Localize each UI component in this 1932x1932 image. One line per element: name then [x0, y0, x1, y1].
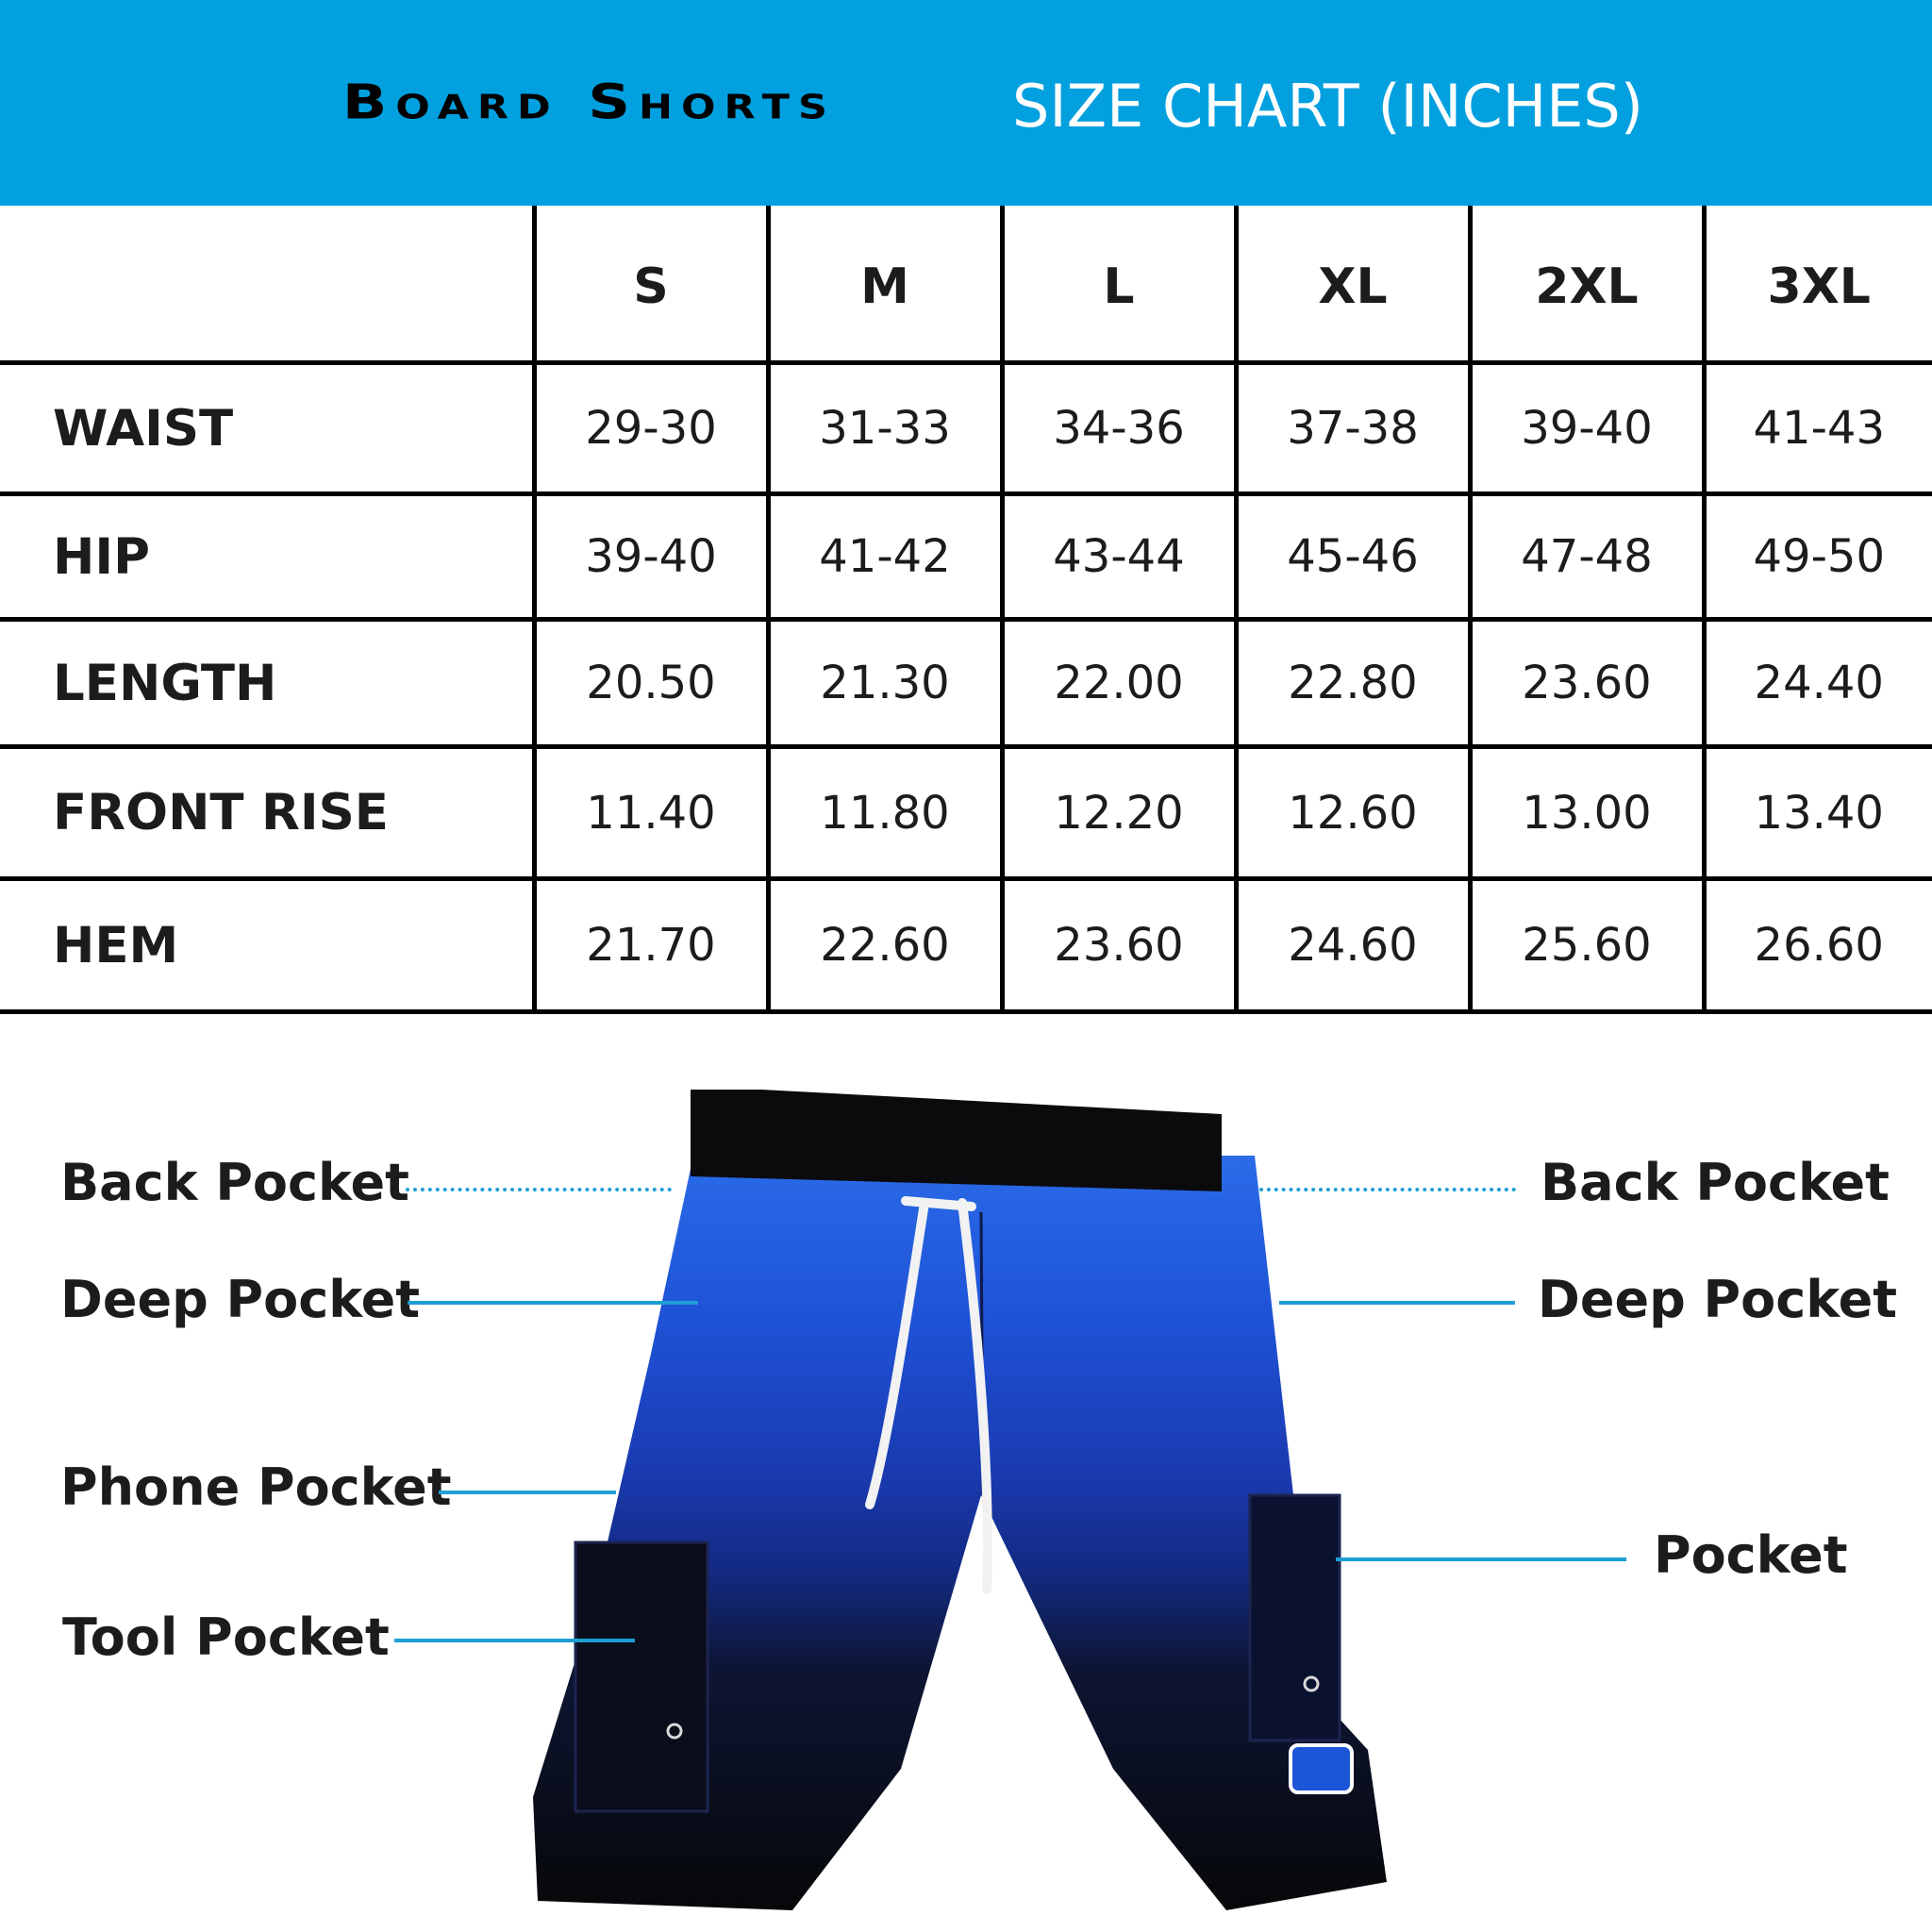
table-cell: 21.70 — [534, 879, 768, 1012]
row-label: HEM — [0, 879, 534, 1012]
size-header: 3XL — [1704, 206, 1932, 363]
corner-cell — [0, 206, 534, 363]
table-row — [0, 494, 1932, 620]
table-cell: 11.80 — [768, 747, 1002, 879]
table-cell: 11.40 — [534, 747, 768, 879]
table-cell: 41-43 — [1704, 363, 1932, 494]
callout-pocket-right: Pocket — [1654, 1525, 1848, 1585]
leader-phone-pocket — [439, 1491, 616, 1494]
leader-pocket-right — [1336, 1557, 1626, 1561]
callout-phone-pocket: Phone Pocket — [60, 1457, 452, 1517]
callout-back-pocket-left: Back Pocket — [60, 1153, 409, 1212]
table-cell: 25.60 — [1470, 879, 1704, 1012]
table-cell: 41-42 — [768, 494, 1002, 620]
table-cell: 13.40 — [1704, 747, 1932, 879]
leader-tool-pocket — [394, 1639, 635, 1642]
callout-back-pocket-right: Back Pocket — [1541, 1153, 1890, 1212]
table-cell: 31-33 — [768, 363, 1002, 494]
size-table — [0, 206, 1932, 1014]
table-cell: 22.80 — [1236, 620, 1470, 747]
chart-title: SIZE CHART (INCHES) — [1012, 72, 1643, 141]
brand-title: Board Shorts — [342, 74, 836, 130]
table-cell: 34-36 — [1002, 363, 1236, 494]
table-row — [0, 363, 1932, 494]
leader-back-pocket-right — [1259, 1188, 1516, 1191]
table-cell: 39-40 — [534, 494, 768, 620]
row-label: HIP — [0, 494, 534, 620]
leader-deep-pocket-right — [1279, 1301, 1515, 1305]
table-cell: 12.60 — [1236, 747, 1470, 879]
size-header: XL — [1236, 206, 1470, 363]
size-header-row — [0, 206, 1932, 363]
table-cell: 13.00 — [1470, 747, 1704, 879]
callout-tool-pocket: Tool Pocket — [62, 1607, 390, 1667]
row-label: WAIST — [0, 363, 534, 494]
table-cell: 43-44 — [1002, 494, 1236, 620]
table-cell: 39-40 — [1470, 363, 1704, 494]
callout-deep-pocket-left: Deep Pocket — [60, 1270, 421, 1329]
table-cell: 23.60 — [1470, 620, 1704, 747]
table-cell: 12.20 — [1002, 747, 1236, 879]
table-cell: 49-50 — [1704, 494, 1932, 620]
table-cell: 26.60 — [1704, 879, 1932, 1012]
size-header: 2XL — [1470, 206, 1704, 363]
row-label: LENGTH — [0, 620, 534, 747]
table-cell: 37-38 — [1236, 363, 1470, 494]
size-header: M — [768, 206, 1002, 363]
size-header: L — [1002, 206, 1236, 363]
callout-deep-pocket-right: Deep Pocket — [1538, 1270, 1898, 1329]
table-row — [0, 620, 1932, 747]
table-cell: 29-30 — [534, 363, 768, 494]
leader-deep-pocket-left — [408, 1301, 698, 1305]
table-cell: 20.50 — [534, 620, 768, 747]
table-cell: 45-46 — [1236, 494, 1470, 620]
table-row — [0, 747, 1932, 879]
table-cell: 22.00 — [1002, 620, 1236, 747]
row-label: FRONT RISE — [0, 747, 534, 879]
header-banner — [0, 0, 1932, 206]
table-cell: 24.40 — [1704, 620, 1932, 747]
size-header: S — [534, 206, 768, 363]
leader-back-pocket-left — [406, 1188, 672, 1191]
table-row — [0, 879, 1932, 1012]
table-cell: 24.60 — [1236, 879, 1470, 1012]
table-cell: 47-48 — [1470, 494, 1704, 620]
board-shorts-photo — [528, 1090, 1415, 1910]
table-cell: 21.30 — [768, 620, 1002, 747]
table-cell: 22.60 — [768, 879, 1002, 1012]
table-cell: 23.60 — [1002, 879, 1236, 1012]
